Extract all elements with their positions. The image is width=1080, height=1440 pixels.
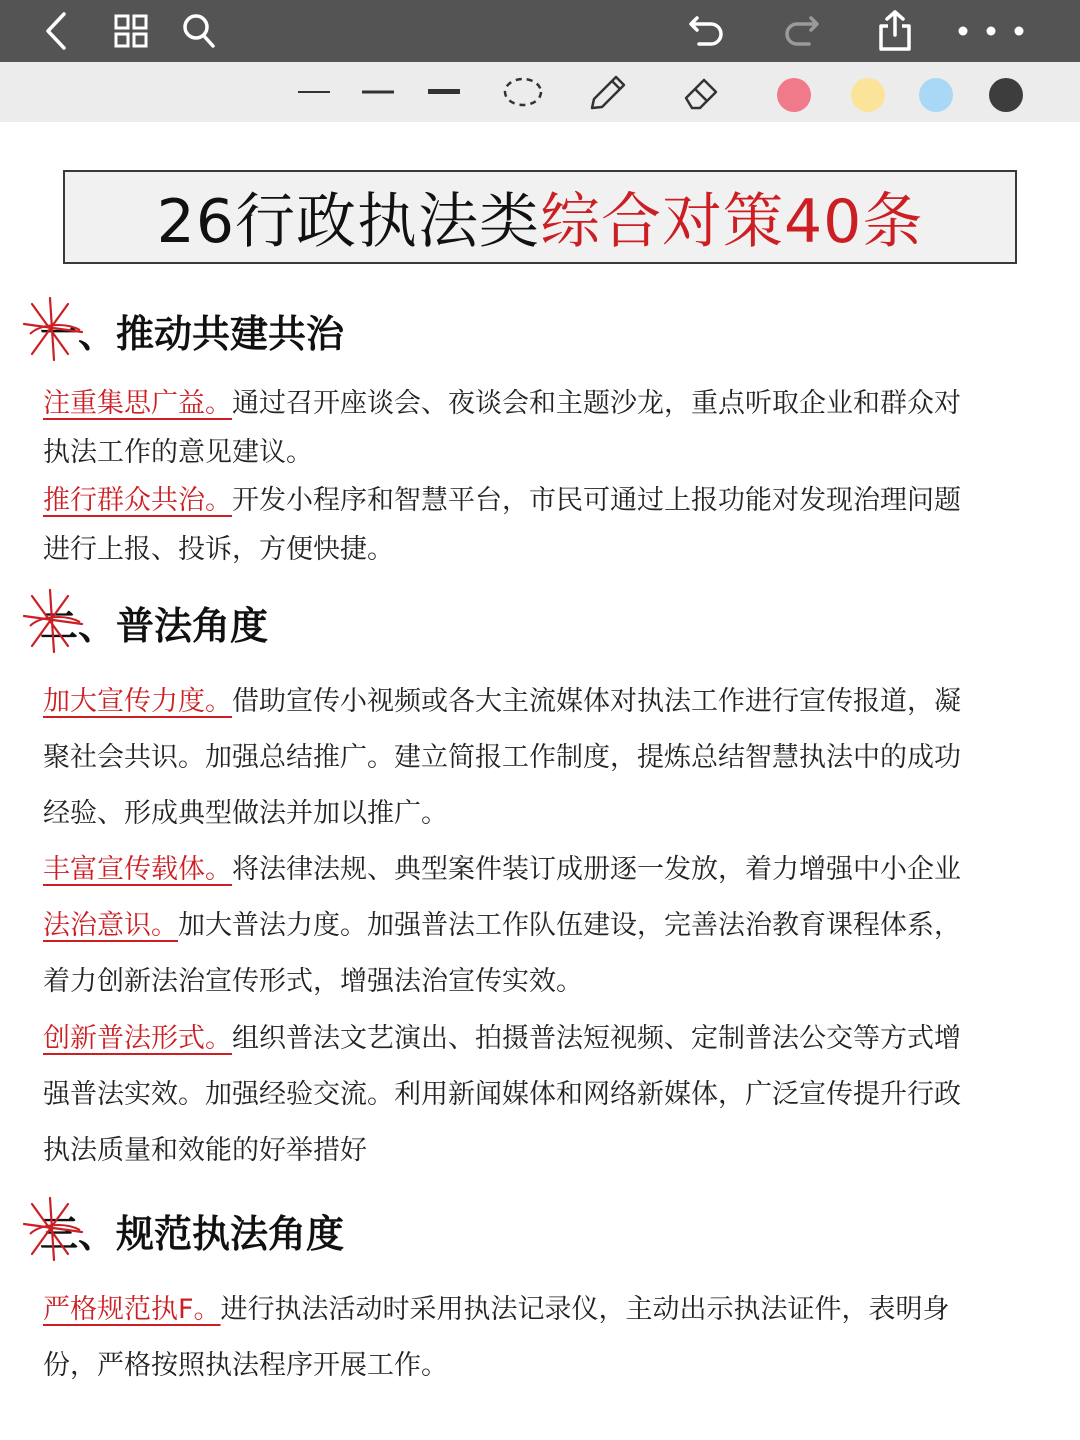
paragraph	[43, 674, 1028, 842]
paragraph	[43, 1011, 1028, 1179]
section-heading-3	[40, 1200, 344, 1260]
paragraph-text: 将法律法规、典型案件装订成册逐一发放，着力增强中小企业	[232, 854, 961, 885]
back-button[interactable]	[34, 8, 80, 54]
pencil-button[interactable]	[586, 70, 630, 114]
section-heading-1	[40, 300, 344, 360]
paragraph-text: 组织普法文艺演出、拍摄普法短视频、定制普法公交等方式增	[232, 1023, 961, 1054]
paragraph	[43, 379, 1028, 477]
section-heading-text: 一、推动共建共治	[40, 311, 345, 356]
paragraph-text: 开发小程序和智慧平台，市民可通过上报功能对发现治理问题	[232, 485, 961, 516]
color-swatch-blue[interactable]	[919, 78, 953, 112]
section-heading-2	[40, 592, 268, 652]
paragraph-line: 执法质量和效能的好举措好	[43, 1135, 367, 1166]
paragraph-line: 着力创新法治宣传形式，增强法治宣传实效。	[43, 966, 583, 997]
star-annotation-icon	[20, 294, 90, 364]
paragraph-line	[43, 898, 1028, 954]
stroke-thin-button[interactable]	[298, 70, 330, 114]
top-app-bar	[0, 0, 1080, 62]
undo-button[interactable]	[684, 8, 730, 54]
paragraph-line: 执法工作的意见建议。	[43, 437, 313, 468]
thin-line-icon	[298, 89, 330, 95]
title-black-part: 26行政执法类	[156, 187, 540, 257]
keyword: 丰富宣传载体。	[43, 854, 232, 885]
paragraph-text: 借助宣传小视频或各大主流媒体对执法工作进行宣传报道，凝	[232, 686, 961, 717]
stroke-thick-button[interactable]	[428, 70, 460, 114]
color-swatch-yellow[interactable]	[851, 78, 885, 112]
color-swatch-pink[interactable]	[777, 78, 811, 112]
paragraph-line: 进行上报、投诉，方便快捷。	[43, 534, 394, 565]
paragraph	[43, 842, 1028, 1010]
paragraph	[43, 1282, 1028, 1394]
search-icon	[181, 12, 217, 50]
redo-icon	[781, 12, 821, 50]
paragraph-line: 聚社会共识。加强总结推广。建立简报工作制度，提炼总结智慧执法中的成功	[43, 742, 961, 773]
paragraph-line: 经验、形成典型做法并加以推广。	[43, 798, 448, 829]
section-heading-text: 三、规范执法角度	[40, 1211, 345, 1256]
paragraph-line	[43, 1282, 1028, 1338]
document-page	[0, 122, 1080, 1440]
grid-icon	[113, 13, 149, 49]
pencil-icon	[586, 72, 630, 112]
paragraph-line: 强普法实效。加强经验交流。利用新闻媒体和网络新媒体，广泛宣传提升行政	[43, 1079, 961, 1110]
share-icon	[875, 9, 915, 53]
star-annotation-icon	[20, 586, 90, 656]
paragraph-line	[43, 674, 1028, 730]
keyword: 创新普法形式。	[43, 1023, 232, 1054]
share-button[interactable]	[872, 8, 918, 54]
paragraph	[43, 476, 1028, 574]
keyword: 加大宣传力度。	[43, 686, 232, 717]
paragraph-text: 加大普法力度。加强普法工作队伍建设，完善法治教育课程体系，	[178, 910, 961, 941]
thick-line-icon	[428, 88, 460, 96]
eraser-button[interactable]	[678, 70, 724, 114]
paragraph-line	[43, 379, 1028, 428]
color-swatch-dark[interactable]	[989, 78, 1023, 112]
medium-line-icon	[362, 89, 394, 95]
redo-button[interactable]	[778, 8, 824, 54]
star-annotation-icon	[20, 1194, 90, 1264]
paragraph-line: 份，严格按照执法程序开展工作。	[43, 1350, 448, 1381]
title-red-part: 综合对策40条	[540, 187, 924, 257]
section-heading-text: 二、普法角度	[40, 603, 269, 648]
eraser-icon	[678, 72, 724, 112]
more-icon	[955, 25, 1025, 37]
lasso-icon	[502, 75, 544, 109]
drawing-toolbar	[0, 62, 1080, 122]
grid-view-button[interactable]	[108, 8, 154, 54]
undo-icon	[687, 12, 727, 50]
paragraph-line	[43, 476, 1028, 525]
paragraph-line	[43, 1011, 1028, 1067]
search-button[interactable]	[176, 8, 222, 54]
paragraph-text: 通过召开座谈会、夜谈会和主题沙龙，重点听取企业和群众对	[232, 388, 961, 419]
keyword: 法治意识。	[43, 910, 178, 941]
keyword: 严格规范执F。	[43, 1294, 221, 1325]
paragraph-text: 进行执法活动时采用执法记录仪，主动出示执法证件，表明身	[220, 1294, 950, 1325]
paragraph-line	[43, 842, 1028, 898]
document-title	[63, 170, 1017, 264]
keyword: 注重集思广益。	[43, 388, 232, 419]
lasso-button[interactable]	[502, 70, 544, 114]
stroke-medium-button[interactable]	[362, 70, 394, 114]
chevron-left-icon	[42, 11, 72, 51]
keyword: 推行群众共治。	[43, 485, 232, 516]
more-button[interactable]	[950, 8, 1030, 54]
